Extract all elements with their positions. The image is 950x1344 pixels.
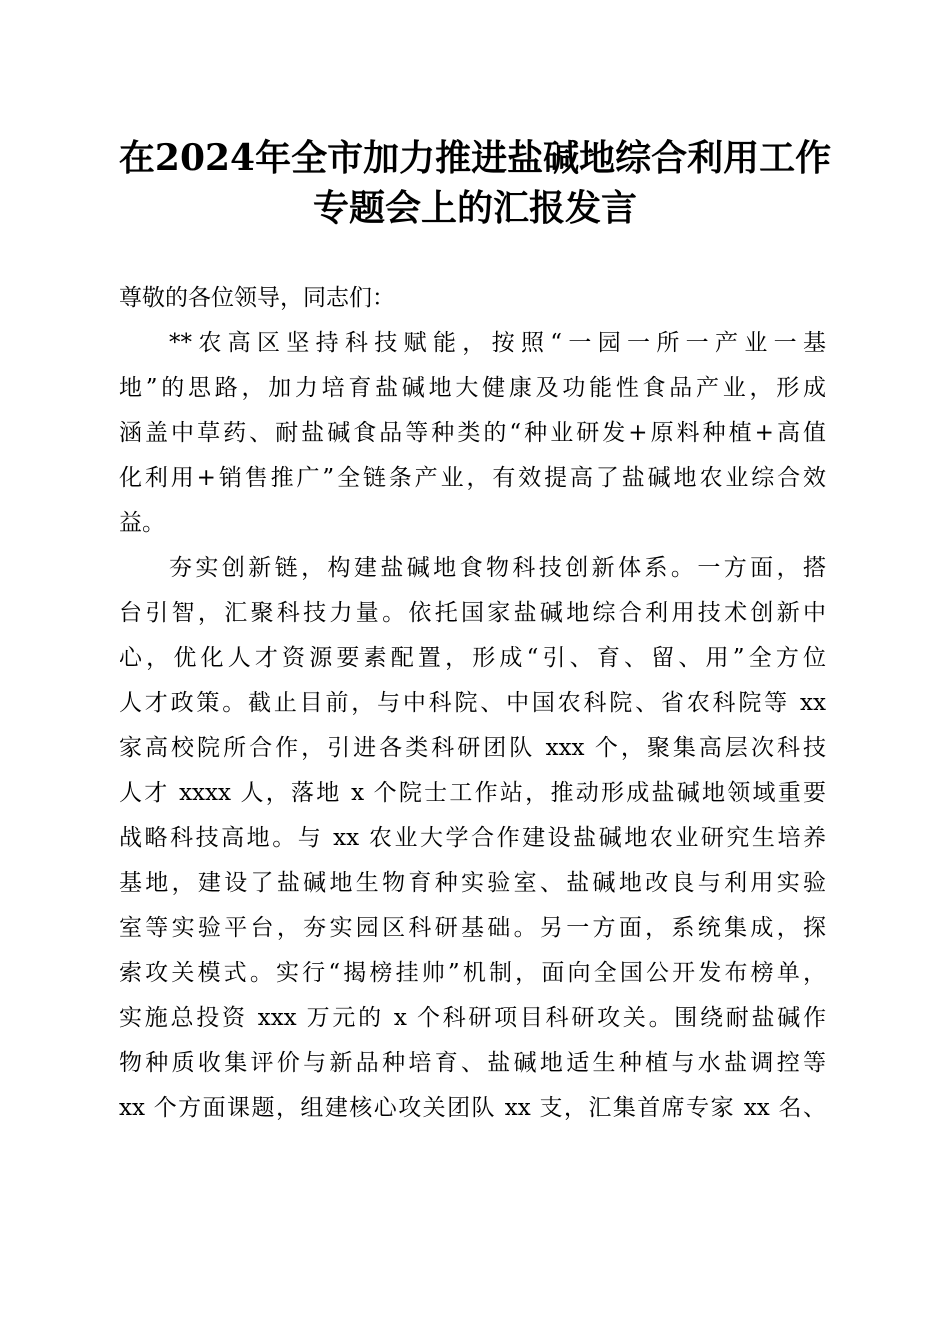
paragraph-2-line: 人才政策。截止目前，与中科院、中国农科院、省农科院等 xx: [119, 690, 826, 716]
paragraph-2-line: 实施总投资 xxx 万元的 x 个科研项目科研攻关。围绕耐盐碱作: [119, 1005, 826, 1031]
paragraph-2-line: 心，优化人才资源要素配置，形成“引、育、留、用”全方位: [119, 645, 826, 671]
paragraph-1-line: 涵盖中草药、耐盐碱食品等种类的“种业研发+原料种植+高值: [119, 420, 826, 446]
paragraph-2-line: 夯实创新链，构建盐碱地食物科技创新体系。一方面，搭: [169, 555, 826, 581]
paragraph-2-line: 人才 xxxx 人，落地 x 个院士工作站，推动形成盐碱地领域重要: [119, 780, 826, 806]
paragraph-2-line: 室等实验平台，夯实园区科研基础。另一方面，系统集成，探: [119, 915, 826, 941]
document-title-line-2: 专题会上的汇报发言: [312, 187, 637, 229]
paragraph-2-line: 战略科技高地。与 xx 农业大学合作建设盐碱地农业研究生培养: [119, 825, 826, 851]
paragraph-1-line: **农高区坚持科技赋能，按照“一园一所一产业一基: [169, 330, 826, 356]
paragraph-2-line: 索攻关模式。实行“揭榜挂帅”机制，面向全国公开发布榜单，: [119, 960, 826, 986]
paragraph-1-line: 益。: [119, 510, 165, 536]
document-title-line-1: 在2024年全市加力推进盐碱地综合利用工作: [118, 137, 832, 179]
paragraph-2-line: 家高校院所合作，引进各类科研团队 xxx 个，聚集高层次科技: [119, 735, 826, 761]
paragraph-2-line: 台引智，汇聚科技力量。依托国家盐碱地综合利用技术创新中: [119, 600, 826, 626]
paragraph-2-line: 基地，建设了盐碱地生物育种实验室、盐碱地改良与利用实验: [119, 870, 826, 896]
paragraph-2-line: xx 个方面课题，组建核心攻关团队 xx 支，汇集首席专家 xx 名、: [119, 1095, 826, 1121]
salutation: 尊敬的各位领导，同志们：: [119, 285, 395, 311]
paragraph-1-line: 化利用+销售推广”全链条产业，有效提高了盐碱地农业综合效: [119, 465, 826, 491]
paragraph-1-line: 地”的思路，加力培育盐碱地大健康及功能性食品产业，形成: [119, 375, 826, 401]
paragraph-2-line: 物种质收集评价与新品种培育、盐碱地适生种植与水盐调控等: [119, 1050, 826, 1076]
